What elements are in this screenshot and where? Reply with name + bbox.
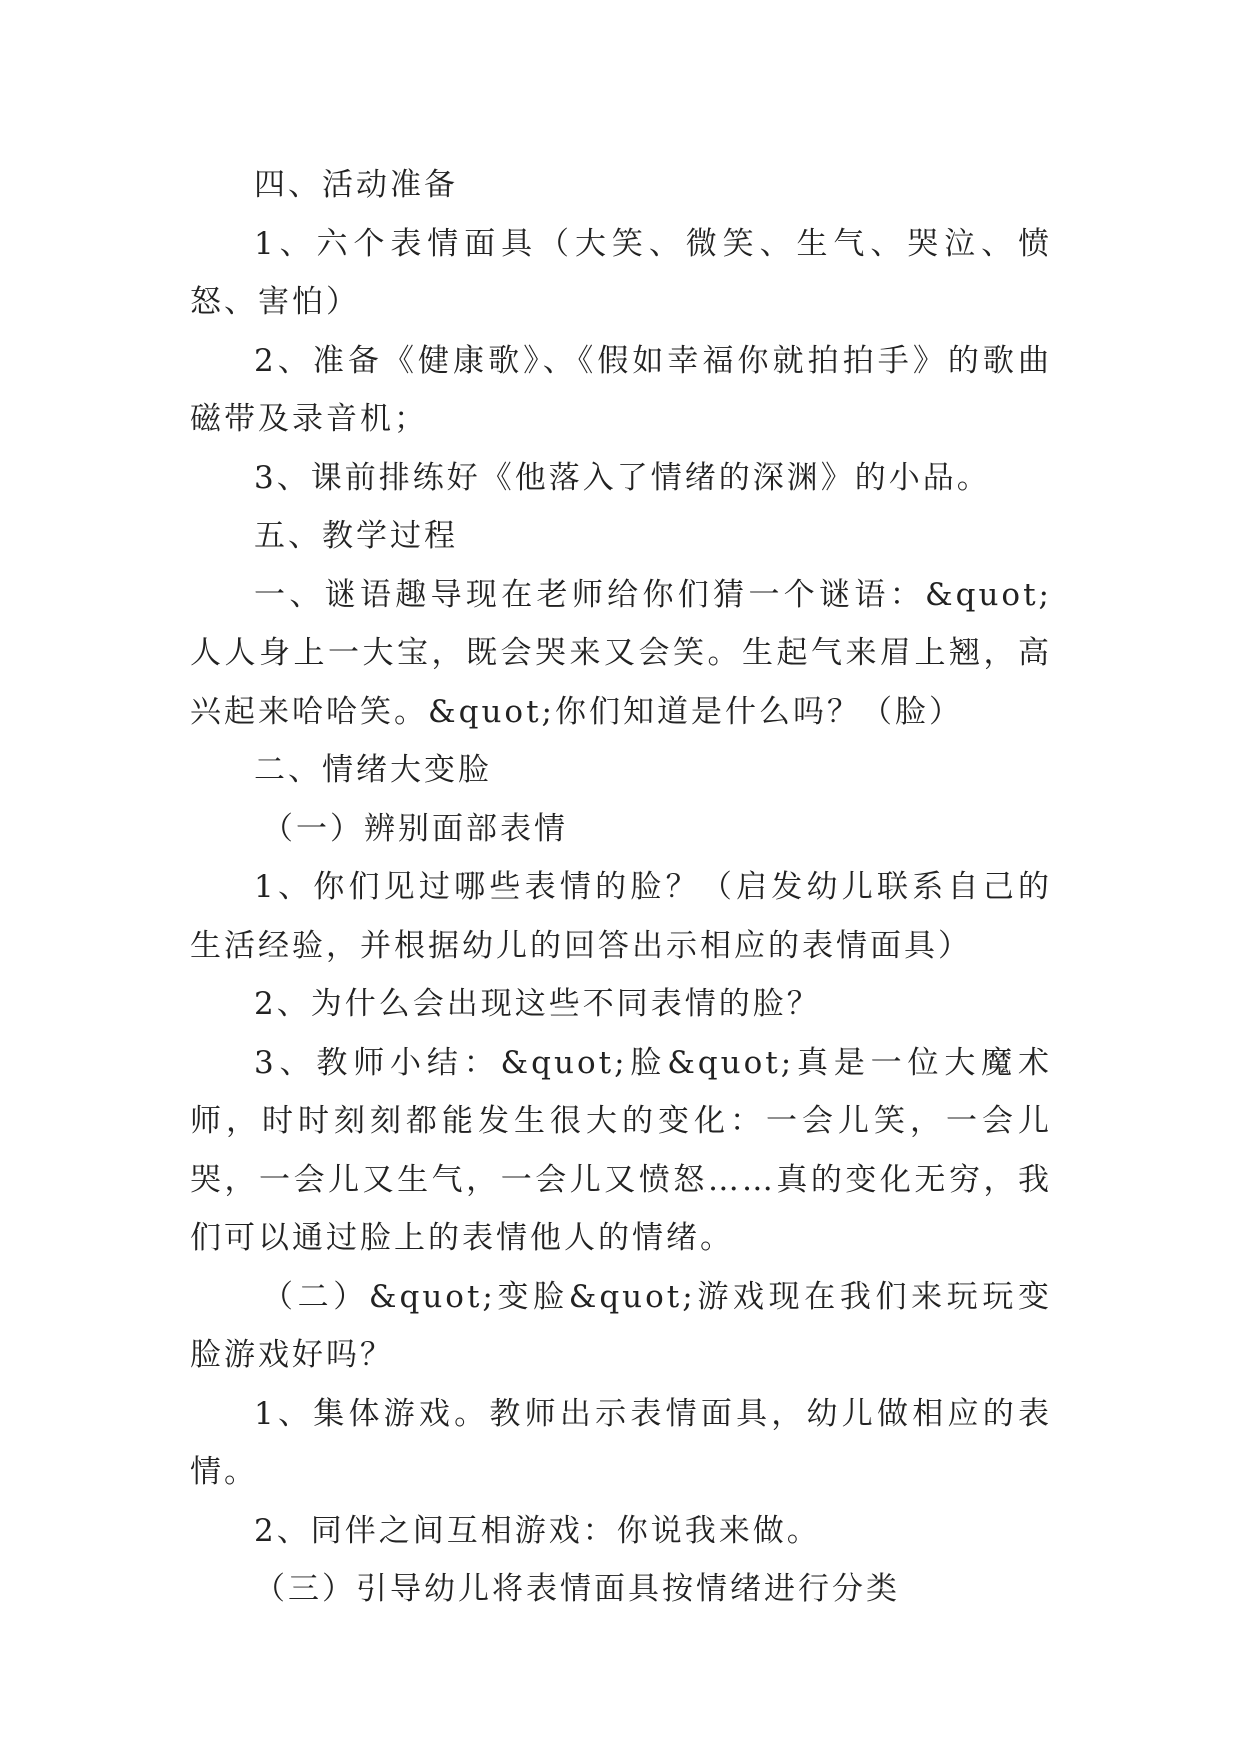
document-page xyxy=(190,156,1052,1619)
paragraph: 1、你们见过哪些表情的脸？（启发幼儿联系自己的生活经验，并根据幼儿的回答出示相应的表情面具） xyxy=(190,869,1052,964)
paragraph: （二）&quot;变脸&quot;游戏现在我们来玩玩变脸游戏好吗？ xyxy=(190,1278,1052,1373)
paragraph: 1、集体游戏。教师出示表情面具，幼儿做相应的表情。 xyxy=(190,1395,1052,1490)
section-heading-process: 五、教学过程 xyxy=(254,518,458,554)
paragraph: 1、六个表情面具（大笑、微笑、生气、哭泣、愤怒、害怕） xyxy=(190,225,1052,320)
subsection-heading: （三）引导幼儿将表情面具按情绪进行分类 xyxy=(254,1571,900,1607)
subsection-heading: 二、情绪大变脸 xyxy=(254,752,492,788)
paragraph: 3、教师小结：&quot;脸&quot;真是一位大魔术师，时时刻刻都能发生很大的变化：一会儿笑，一会儿哭，一会儿又生气，一会儿又愤怒……真的变化无穷，我们可以通过脸上的表情他人的情绪。 xyxy=(190,1044,1052,1256)
section-heading-preparation: 四、活动准备 xyxy=(254,167,458,203)
paragraph: 一、谜语趣导现在老师给你们猜一个谜语：&quot;人人身上一大宝，既会哭来又会笑。生起气来眉上翘，高兴起来哈哈笑。&quot;你们知道是什么吗？（脸） xyxy=(190,576,1052,730)
paragraph: 3、课前排练好《他落入了情绪的深渊》的小品。 xyxy=(254,459,991,496)
subsection-heading: （一）辨别面部表情 xyxy=(262,810,568,847)
paragraph: 2、同伴之间互相游戏：你说我来做。 xyxy=(254,1512,821,1549)
paragraph: 2、准备《健康歌》、《假如幸福你就拍拍手》的歌曲磁带及录音机； xyxy=(190,342,1052,437)
paragraph: 2、为什么会出现这些不同表情的脸？ xyxy=(254,986,821,1022)
